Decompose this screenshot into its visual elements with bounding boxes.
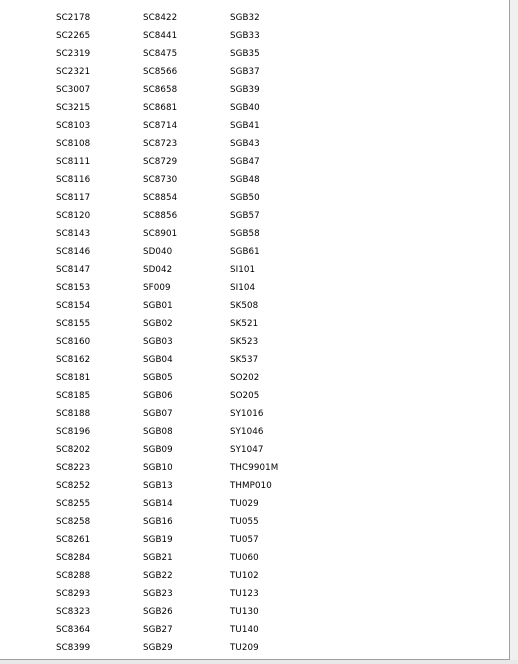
code-cell: TU130 <box>230 607 259 617</box>
code-cell: SI104 <box>230 283 256 293</box>
code-cell: SC8154 <box>56 301 91 311</box>
code-cell: SGB07 <box>143 409 173 419</box>
code-cell: SGB10 <box>143 463 173 473</box>
code-cell: SGB35 <box>230 49 260 59</box>
code-cell: SGB41 <box>230 121 260 131</box>
code-cell: SGB06 <box>143 391 173 401</box>
code-column-3 <box>230 12 278 660</box>
code-cell: SGB13 <box>143 481 173 491</box>
code-cell: SC8252 <box>56 481 91 491</box>
code-cell: SC8147 <box>56 265 91 275</box>
code-cell: SF009 <box>143 283 171 293</box>
code-cell: TU123 <box>230 589 259 599</box>
code-cell: SC8399 <box>56 643 91 653</box>
code-cell: SGB23 <box>143 589 173 599</box>
code-cell: SC8116 <box>56 175 91 185</box>
code-cell: SC8422 <box>143 13 178 23</box>
code-cell: SGB01 <box>143 301 173 311</box>
code-cell: SC2265 <box>56 31 91 41</box>
code-cell: SGB61 <box>230 247 260 257</box>
code-cell: SC8475 <box>143 49 178 59</box>
code-cell: SC8729 <box>143 157 178 167</box>
code-cell: SC8441 <box>143 31 178 41</box>
code-cell: SC8155 <box>56 319 91 329</box>
code-cell: SC8143 <box>56 229 91 239</box>
code-cell: SC8364 <box>56 625 91 635</box>
code-cell: SC8284 <box>56 553 91 563</box>
code-cell: SGB26 <box>143 607 173 617</box>
window-frame-bottom <box>0 660 518 664</box>
code-cell: SC8854 <box>143 193 178 203</box>
code-cell: SGB05 <box>143 373 173 383</box>
code-cell: TU209 <box>230 643 259 653</box>
code-cell: SC2319 <box>56 49 91 59</box>
code-cell: SC8181 <box>56 373 91 383</box>
code-cell: SC8723 <box>143 139 178 149</box>
code-cell: SC8120 <box>56 211 91 221</box>
code-cell: SO205 <box>230 391 260 401</box>
code-cell: SC8103 <box>56 121 91 131</box>
code-cell: SC8323 <box>56 607 91 617</box>
code-cell: SGB43 <box>230 139 260 149</box>
code-cell: SGB29 <box>143 643 173 653</box>
code-cell: TU102 <box>230 571 259 581</box>
code-cell: SC8730 <box>143 175 178 185</box>
code-cell: SK537 <box>230 355 259 365</box>
code-cell: SGB21 <box>143 553 173 563</box>
code-cell: SC3215 <box>56 103 91 113</box>
code-cell: SGB40 <box>230 103 260 113</box>
code-cell: SC8111 <box>56 157 91 167</box>
code-cell: SGB32 <box>230 13 260 23</box>
code-cell: SGB33 <box>230 31 260 41</box>
code-cell: THC9901M <box>230 463 279 473</box>
code-cell: SGB16 <box>143 517 173 527</box>
code-cell: SC8901 <box>143 229 178 239</box>
code-cell: SGB47 <box>230 157 260 167</box>
code-cell: SC8261 <box>56 535 91 545</box>
window-frame-right <box>510 0 518 664</box>
code-cell: SK508 <box>230 301 259 311</box>
code-cell: TU057 <box>230 535 259 545</box>
code-cell: SC8258 <box>56 517 91 527</box>
code-cell: SGB58 <box>230 229 260 239</box>
code-cell: SD040 <box>143 247 173 257</box>
code-column-2 <box>143 12 177 660</box>
code-cell: SGB03 <box>143 337 173 347</box>
code-cell: SO202 <box>230 373 260 383</box>
code-cell: SK523 <box>230 337 259 347</box>
code-cell: SC8223 <box>56 463 91 473</box>
code-cell: SC8162 <box>56 355 91 365</box>
code-cell: SGB50 <box>230 193 260 203</box>
code-cell: SC8566 <box>143 67 178 77</box>
code-cell: SGB27 <box>143 625 173 635</box>
code-cell: SD042 <box>143 265 173 275</box>
code-cell: SC8188 <box>56 409 91 419</box>
code-cell: SC2321 <box>56 67 91 77</box>
code-cell: SC8108 <box>56 139 91 149</box>
code-cell: SC8856 <box>143 211 178 221</box>
code-cell: SC8160 <box>56 337 91 347</box>
code-cell: SC8293 <box>56 589 91 599</box>
code-cell: SC8153 <box>56 283 91 293</box>
code-cell: SC2178 <box>56 13 91 23</box>
code-cell: SY1047 <box>230 445 264 455</box>
code-cell: TU055 <box>230 517 259 527</box>
code-cell: SC8202 <box>56 445 91 455</box>
code-cell: SY1046 <box>230 427 264 437</box>
code-cell: SGB09 <box>143 445 173 455</box>
code-cell: SC8185 <box>56 391 91 401</box>
code-cell: SC8288 <box>56 571 91 581</box>
code-cell: SC8196 <box>56 427 91 437</box>
code-cell: SC8714 <box>143 121 178 131</box>
code-cell: SC8658 <box>143 85 178 95</box>
code-cell: SK521 <box>230 319 259 329</box>
code-cell: SGB37 <box>230 67 260 77</box>
code-cell: SGB57 <box>230 211 260 221</box>
code-cell: SC8146 <box>56 247 91 257</box>
code-cell: SC8681 <box>143 103 178 113</box>
code-cell: SI101 <box>230 265 256 275</box>
code-cell: SC3007 <box>56 85 91 95</box>
code-cell: SGB04 <box>143 355 173 365</box>
code-column-1 <box>56 12 90 660</box>
code-cell: SGB19 <box>143 535 173 545</box>
code-cell: TU060 <box>230 553 259 563</box>
code-cell: SC8255 <box>56 499 91 509</box>
code-cell: SY1016 <box>230 409 264 419</box>
code-cell: SGB22 <box>143 571 173 581</box>
code-cell: SGB14 <box>143 499 173 509</box>
code-cell: SGB48 <box>230 175 260 185</box>
code-cell: SGB08 <box>143 427 173 437</box>
code-cell: TU029 <box>230 499 259 509</box>
code-cell: TU140 <box>230 625 259 635</box>
code-cell: SC8117 <box>56 193 91 203</box>
code-cell: THMP010 <box>230 481 272 491</box>
code-cell: SGB02 <box>143 319 173 329</box>
code-cell: SGB39 <box>230 85 260 95</box>
